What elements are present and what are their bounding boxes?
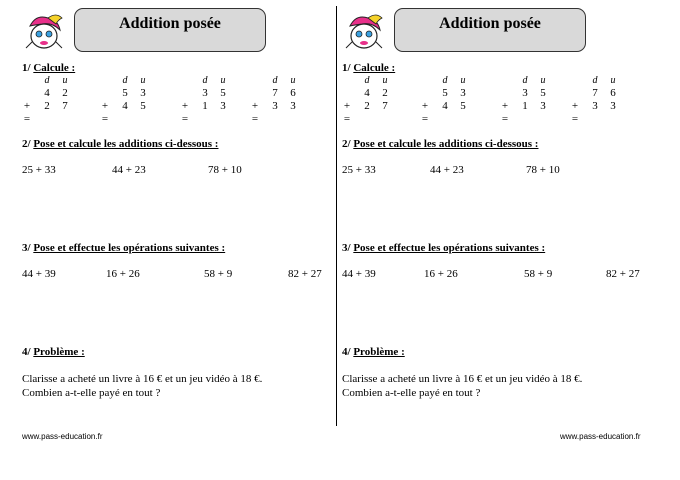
addition-expression: 78 + 10 [208,164,242,176]
column-addition-1: d u 4 2 + 2 7 = [343,75,388,125]
column-addition-4: d u 7 6 + 3 3 = [571,75,616,125]
addition-expression: 44 + 23 [430,164,464,176]
addition-expression: 25 + 33 [22,164,56,176]
title-box [74,8,266,52]
column-addition-4: d u 7 6 + 3 3 = [251,75,296,125]
addition-expression: 82 + 27 [288,268,322,280]
column-addition-3: d u 3 5 + 1 3 = [181,75,226,125]
addition-expression: 58 + 9 [524,268,553,280]
section-3-heading: 3/ Pose et effectue les opérations suivantes : [22,242,226,254]
addition-expression: 16 + 26 [424,268,458,280]
column-addition-3: d u 3 5 + 1 3 = [501,75,546,125]
addition-expression: 25 + 33 [342,164,376,176]
addition-expression: 44 + 39 [342,268,376,280]
addition-expression: 16 + 26 [106,268,140,280]
problem-text: Clarisse a acheté un livre à 16 € et un jeu vidéo à 18 €. Combien a-t-elle payé en tout ? [342,373,583,399]
page-title: Addition posée [439,15,541,32]
column-addition-2: d u 5 3 + 4 5 = [421,75,466,125]
mascot-icon [22,12,66,52]
worksheet-right [320,0,650,480]
section-4-heading: 4/ Problème : [342,346,405,358]
footer-url: www.pass-education.fr [560,432,641,441]
section-3-heading: 3/ Pose et effectue les opérations suivantes : [342,242,546,254]
addition-expression: 44 + 23 [112,164,146,176]
section-4-heading: 4/ Problème : [22,346,85,358]
addition-expression: 82 + 27 [606,268,640,280]
addition-expression: 44 + 39 [22,268,56,280]
addition-expression: 78 + 10 [526,164,560,176]
section-1-heading: 1/ Calcule : [22,62,76,74]
title-box [394,8,586,52]
problem-text: Clarisse a acheté un livre à 16 € et un jeu vidéo à 18 €. Combien a-t-elle payé en tout ? [22,373,263,399]
section-1-heading: 1/ Calcule : [342,62,396,74]
page-title: Addition posée [119,15,221,32]
mascot-icon [342,12,386,52]
column-addition-1: d u 4 2 + 2 7 = [23,75,68,125]
section-2-heading: 2/ Pose et calcule les additions ci-dessous : [342,138,539,150]
column-addition-2: d u 5 3 + 4 5 = [101,75,146,125]
section-2-heading: 2/ Pose et calcule les additions ci-dessous : [22,138,219,150]
worksheet-left [0,0,330,480]
addition-expression: 58 + 9 [204,268,233,280]
footer-url: www.pass-education.fr [22,432,103,441]
